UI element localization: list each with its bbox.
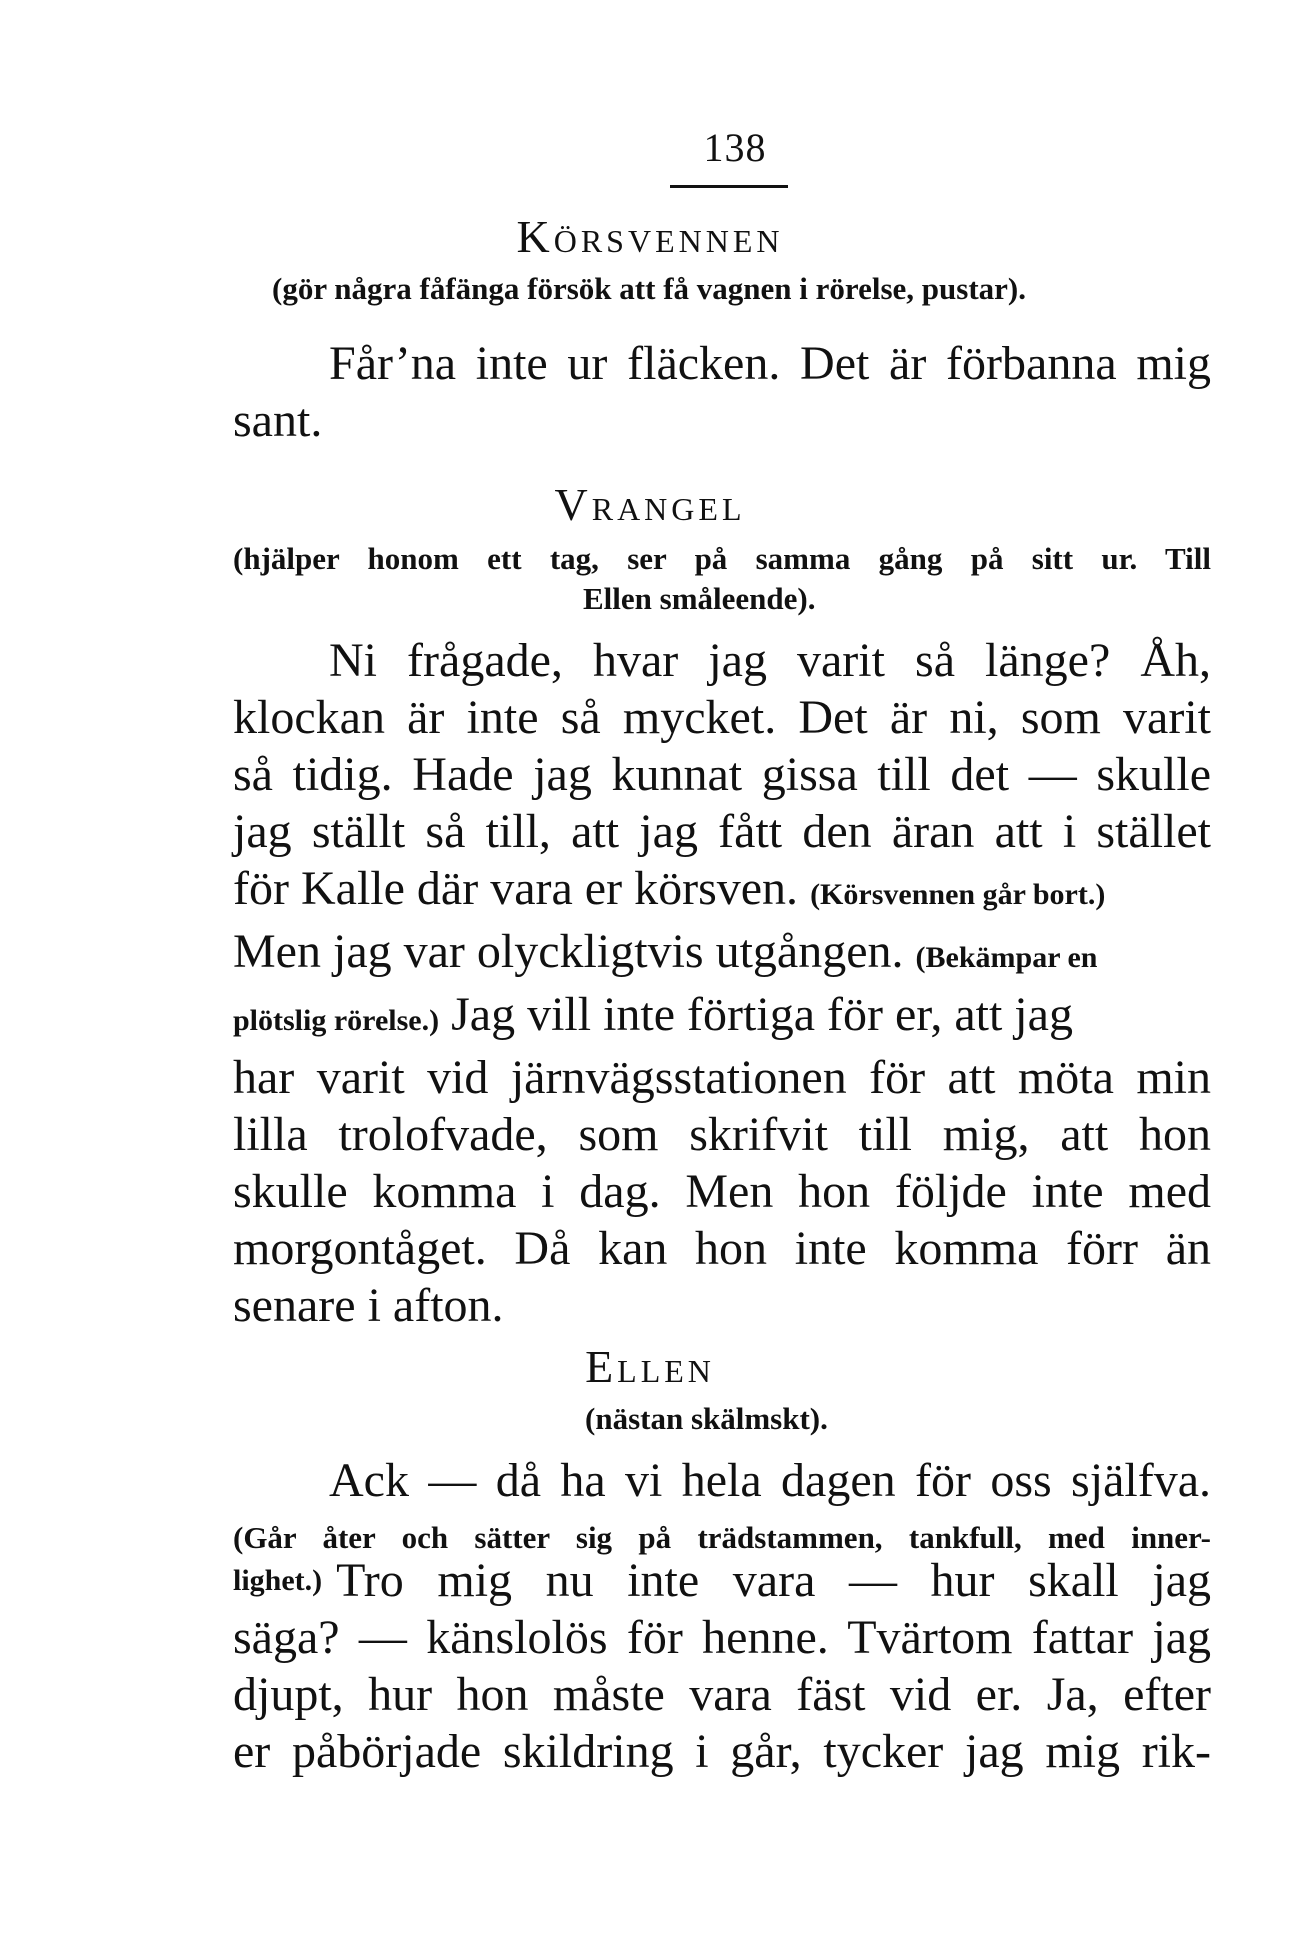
dialogue-line: sant. (233, 394, 323, 447)
dialogue-line (233, 923, 1211, 986)
dialogue-line: klockan är inte så mycket. Det är ni, som varit (233, 691, 1211, 744)
dialogue-line: så tidig. Hade jag kunnat gissa till det — skulle (233, 748, 1211, 801)
dialogue-line: säga? — känslolös för henne. Tvärtom fattar jag (233, 1611, 1211, 1664)
dialogue-paragraph (233, 632, 1211, 1334)
dialogue-line: djupt, hur hon måste vara fäst vid er. Ja, efter (233, 1668, 1211, 1721)
speaker-name: Körsvennen (516, 211, 784, 262)
dialogue-text: för Kalle där vara er körsven. (233, 862, 799, 915)
dialogue-line: Ack — då ha vi hela dagen för oss själfva. (329, 1454, 1211, 1507)
dialogue-line: jag ställt så till, att jag fått den äran att i stället (233, 805, 1211, 858)
dialogue-text: Jag vill inte förtiga för er, att jag (451, 988, 1073, 1041)
inline-stage-direction: lighet.) (233, 1564, 323, 1597)
dialogue-line: Ni frågade, hvar jag varit så länge? Åh, (329, 634, 1211, 687)
stage-direction: (gör några fåfänga försök att få vagnen i rörelse, pustar). (272, 271, 1026, 306)
dialogue-line: morgontåget. Då kan hon inte komma förr än (233, 1222, 1211, 1275)
dialogue-line: er påbörjade skildring i går, tycker jag mig rik- (233, 1725, 1211, 1778)
dialogue-line (233, 1552, 1211, 1609)
dialogue-line: skulle komma i dag. Men hon följde inte med (233, 1165, 1211, 1218)
stage-direction: (hjälper honom ett tag, ser på samma gång på sitt ur. Till (233, 541, 1211, 576)
inline-stage-direction: (Bekämpar en (915, 941, 1098, 974)
stage-direction: Ellen småleende). (583, 581, 816, 616)
dialogue-line (233, 986, 1211, 1049)
inline-stage-direction: plötslig rörelse.) (233, 1004, 440, 1037)
speaker-name: Vrangel (554, 479, 746, 530)
dialogue-line: Får’na inte ur fläcken. Det är förbanna mig (329, 337, 1211, 390)
dialogue-line: senare i afton. (233, 1279, 504, 1332)
stage-direction: (nästan skälmskt). (585, 1401, 828, 1436)
dialogue-text: Men jag var olyckligtvis utgången. (233, 925, 904, 978)
page-number: 138 (703, 125, 767, 170)
dialogue-text: Tro mig nu inte vara — hur skall jag (336, 1554, 1211, 1607)
dialogue-paragraph (233, 335, 1211, 449)
inline-stage-direction: (Körsvennen går bort.) (810, 878, 1106, 911)
dialogue-line: har varit vid järnvägsstationen för att möta min (233, 1051, 1211, 1104)
dialogue-line: lilla trolofvade, som skrifvit till mig, att hon (233, 1108, 1211, 1161)
stage-direction: (Går åter och sätter sig på trädstammen, tankfull, med inner- (233, 1520, 1211, 1555)
page-number-rule (670, 185, 788, 188)
dialogue-paragraph (233, 1452, 1211, 1509)
speaker-name: Ellen (585, 1341, 715, 1392)
dialogue-line (233, 860, 1211, 923)
dialogue-paragraph (233, 1552, 1211, 1780)
